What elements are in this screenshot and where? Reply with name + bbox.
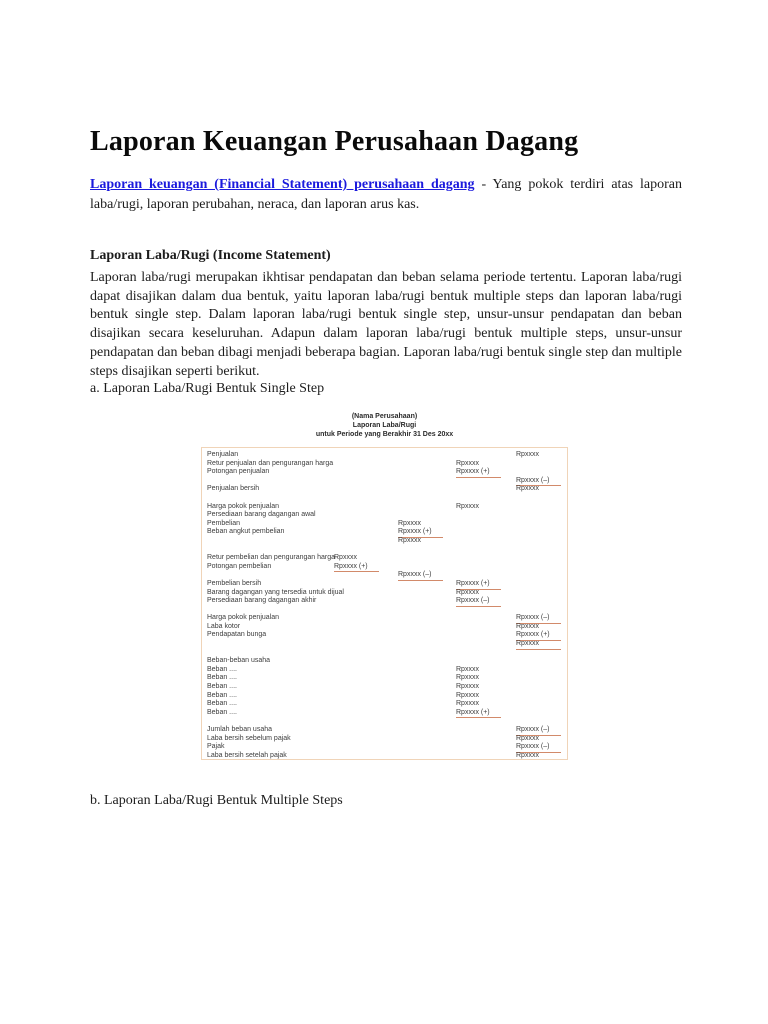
statement-period: untuk Periode yang Berakhir 31 Des 20xx (315, 431, 454, 438)
amount-cell: Rpxxxx (+) (456, 580, 501, 590)
amount-cell: Rpxxxx (–) (516, 726, 561, 736)
table-row (202, 571, 567, 580)
row-label: Persediaan barang dagangan awal (207, 511, 316, 519)
row-label: Laba kotor (207, 622, 241, 630)
list-item-multiple-steps: b. Laporan Laba/Rugi Bentuk Multiple Steps (90, 793, 343, 808)
amount-cell: Rpxxxx (398, 519, 421, 527)
page-title: Laporan Keuangan Perusahaan Dagang (90, 125, 579, 157)
table-row (202, 597, 567, 606)
amount-cell: Rpxxxx (+) (516, 631, 561, 641)
amount-cell: Rpxxxx (456, 700, 479, 708)
amount-cell: Rpxxxx (516, 622, 539, 630)
income-statement-body: Laporan laba/rugi merupakan ikhtisar pendapatan dan beban selama periode tertentu. Laporan laba/rugi dapat disajikan dalam dua bentuk, yaitu laporan laba/rugi bentuk multiple steps dan laporan laba/rugi bentuk single step. Dalam laporan laba/rugi bentuk single step, unsur-unsur pendapatan dan beban disajikan secara keseluruhan. Adapun dalam laporan laba/rugi bentuk multiple steps, unsur-unsur pendapatan dan beban dibagi menjadi beberapa bagian. Laporan laba/rugi bentuk single step dan multiple steps disajikan seperti berikut. (90, 270, 682, 379)
row-label: Barang dagangan yang tersedia untuk dijual (207, 588, 344, 596)
amount-cell: Rpxxxx (456, 674, 479, 682)
row-label: Potongan penjualan (207, 468, 270, 476)
row-label: Beban angkut pembelian (207, 528, 285, 536)
table-row (202, 520, 567, 529)
amount-cell: Rpxxxx (456, 683, 479, 691)
amount-cell: Rpxxxx (–) (398, 571, 443, 581)
amount-cell: Rpxxxx (516, 485, 539, 493)
table-row (202, 752, 567, 760)
table-row (202, 511, 567, 520)
table-row (202, 640, 567, 649)
statement-header (201, 412, 568, 439)
amount-cell: Rpxxxx (456, 665, 479, 673)
row-label: Retur pembelian dan pengurangan harga (207, 554, 336, 562)
table-row (202, 683, 567, 692)
table-row (202, 460, 567, 469)
row-label: Beban .... (207, 683, 237, 691)
table-row (202, 606, 567, 615)
table-row (202, 468, 567, 477)
row-label: Potongan pembelian (207, 562, 272, 570)
amount-cell: Rpxxxx (–) (456, 597, 501, 607)
amount-cell: Rpxxxx (456, 691, 479, 699)
table-row (202, 709, 567, 718)
table-row (202, 503, 567, 512)
table-row (202, 700, 567, 709)
table-row (202, 563, 567, 572)
table-row (202, 554, 567, 563)
row-label: Beban .... (207, 674, 237, 682)
amount-cell: Rpxxxx (+) (334, 563, 379, 573)
row-label: Laba bersih setelah pajak (207, 751, 287, 759)
row-label: Beban .... (207, 691, 237, 699)
row-label: Pendapatan bunga (207, 631, 267, 639)
table-row (202, 485, 567, 494)
table-row (202, 477, 567, 486)
amount-cell: Rpxxxx (516, 734, 539, 742)
table-row (202, 692, 567, 701)
amount-cell: Rpxxxx (398, 536, 421, 544)
amount-cell: Rpxxxx (334, 554, 357, 562)
row-label: Beban .... (207, 708, 237, 716)
row-label: Pembelian bersih (207, 579, 262, 587)
amount-cell: Rpxxxx (456, 588, 479, 596)
amount-cell: Rpxxxx (456, 502, 479, 510)
table-row (202, 494, 567, 503)
intro-text: - Yang pokok terdiri atas laporan laba/rugi, laporan perubahan, neraca, dan laporan arus kas. (90, 177, 682, 212)
row-label: Beban .... (207, 700, 237, 708)
table-row (202, 623, 567, 632)
table-row (202, 528, 567, 537)
table-row (202, 726, 567, 735)
table-row (202, 649, 567, 658)
amount-cell: Rpxxxx (456, 459, 479, 467)
row-label: Harga pokok penjualan (207, 614, 279, 622)
table-row (202, 666, 567, 675)
row-label: Jumlah beban usaha (207, 726, 272, 733)
amount-cell: Rpxxxx (+) (398, 528, 443, 538)
table-row (202, 743, 567, 752)
table-row (202, 614, 567, 623)
row-label: Penjualan bersih (207, 485, 260, 493)
row-label: Pembelian (207, 519, 241, 527)
table-row (202, 589, 567, 598)
amount-cell: Rpxxxx (516, 640, 561, 650)
row-label: Harga pokok penjualan (207, 502, 279, 510)
amount-cell: Rpxxxx (–) (516, 743, 561, 753)
table-row (202, 657, 567, 666)
table-row (202, 537, 567, 546)
table-row (202, 674, 567, 683)
financial-statement-link[interactable]: Laporan keuangan (Financial Statement) perusahaan dagang (90, 177, 475, 192)
amount-cell: Rpxxxx (516, 752, 561, 760)
row-label: Pajak (207, 743, 225, 751)
row-label: Retur penjualan dan pengurangan harga (207, 459, 334, 467)
table-row (202, 717, 567, 726)
row-label: Laba bersih sebelum pajak (207, 734, 291, 742)
row-label: Penjualan (207, 451, 239, 458)
intro-paragraph (90, 175, 682, 214)
table-row (202, 451, 567, 460)
row-label: Persediaan barang dagangan akhir (207, 597, 317, 605)
amount-cell: Rpxxxx (–) (516, 477, 561, 487)
amount-cell: Rpxxxx (516, 451, 539, 458)
list-item-single-step: a. Laporan Laba/Rugi Bentuk Single Step (90, 381, 325, 396)
row-label: Beban .... (207, 665, 237, 673)
income-statement-table (201, 447, 568, 760)
income-statement-heading: Laporan Laba/Rugi (Income Statement) (90, 247, 331, 263)
statement-company-name: (Nama Perusahaan) (351, 413, 418, 420)
statement-title: Laporan Laba/Rugi (352, 422, 417, 429)
amount-cell: Rpxxxx (–) (516, 614, 561, 624)
table-row (202, 735, 567, 744)
table-row (202, 580, 567, 589)
row-label: Beban-beban usaha (207, 657, 271, 665)
amount-cell: Rpxxxx (+) (456, 468, 501, 478)
table-row (202, 631, 567, 640)
table-row (202, 546, 567, 555)
amount-cell: Rpxxxx (+) (456, 709, 501, 719)
